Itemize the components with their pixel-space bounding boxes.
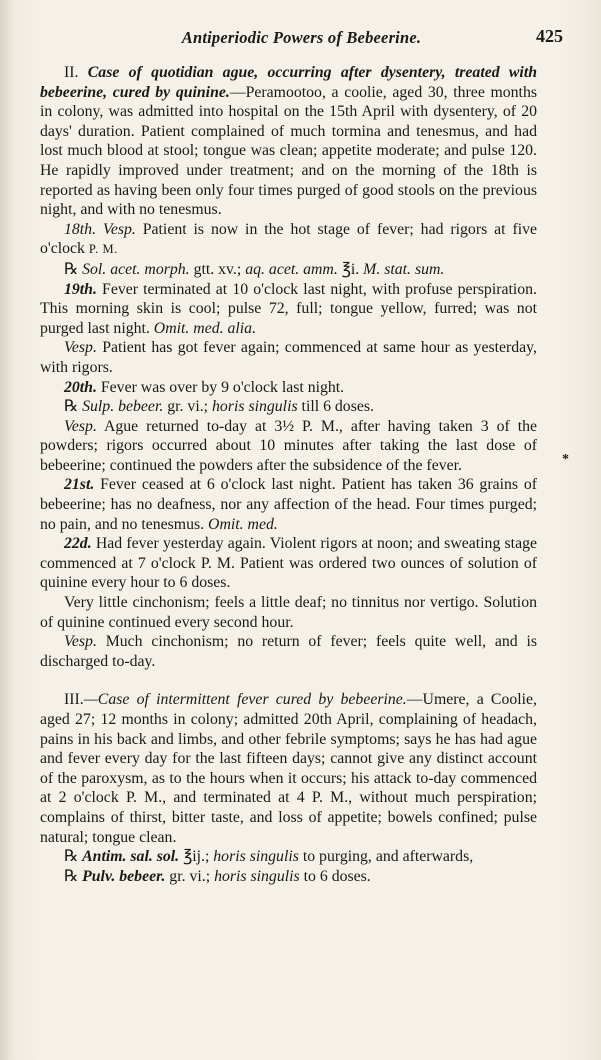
entry-20th-text: Fever was over by 9 o'clock last night.	[96, 378, 345, 396]
entry-19th-text: Fever terminated at 10 o'clock last night, with profuse perspiration. This morning skin is cool; pulse 72, full; tongue yellow, furred; was not purged last night.	[40, 280, 537, 337]
rx-dose: till 6 doses.	[297, 398, 374, 416]
entry-19th-evening	[40, 338, 537, 377]
rx-drug: Pulv. bebeer.	[82, 867, 166, 885]
entry-text: Ague returned to-day at 3½ P. M., after having taken 3 of the powders; rigors occurred about 10 minutes after taking the last dose of bebeerine; continued the powders after the subsidence of the fever.	[40, 417, 537, 474]
rx-instruction: horis singulis	[214, 867, 300, 885]
rx-instruction: horis singulis	[212, 398, 298, 416]
vesp-label: Vesp.	[64, 339, 97, 357]
entry-21st-omit: Omit. med.	[208, 515, 278, 533]
prescription-bebeerine	[40, 397, 537, 417]
section-gap	[40, 671, 537, 690]
rx-dose: to 6 doses.	[299, 867, 371, 885]
vesp-label: Vesp.	[64, 417, 97, 435]
rx-dose: ℥ij.;	[179, 848, 214, 866]
recipe-symbol: ℞	[64, 398, 79, 416]
case-2-number: II.	[64, 64, 79, 81]
entry-text: Much cinchonism; no return of fever; feels quite well, and is discharged to-day.	[40, 633, 537, 670]
rx-drug: Antim. sal. sol.	[82, 848, 180, 866]
entry-21st	[40, 475, 537, 534]
rx-dose: to purging, and afterwards,	[298, 848, 474, 866]
page-header	[40, 28, 563, 54]
rx-drug: Sulp. bebeer.	[82, 398, 164, 416]
entry-text: Very little cinchonism; feels a little deaf; no tinnitus nor vertigo. Solution of quinine continued every second hour.	[40, 594, 537, 631]
rx-drug: Sol. acet. morph.	[82, 260, 190, 278]
case-2-intro	[40, 63, 537, 220]
entry-21st-text: Fever ceased at 6 o'clock last night. Patient has taken 36 grains of bebeerine; has no deafness, nor any affection of the head. Four times purged; no pain, and no tenesmus.	[40, 476, 537, 533]
rx-dose: gr. vi.;	[163, 398, 213, 416]
prescription-bebeerine-powder	[40, 867, 537, 887]
case-3-number: III.	[64, 691, 84, 709]
recipe-symbol: ℞	[64, 867, 79, 885]
case-2-title: Case of quotidian ague, occurring after dysentery, treated with bebeerine, cured by quinine.	[40, 64, 537, 101]
recipe-symbol: ℞	[64, 260, 79, 278]
rx-dose: gtt. xv.;	[189, 260, 246, 278]
case-2-intro-text: —Peramootoo, a coolie, aged 30, three months in colony, was admitted into hospital on the 15th April with dysentery, of 20 days' duration. Patient complained of much tormina and tenesmus, and had lost much blood at stool; tongue was clean; appetite moderate; and pulse 120. He rapidly improved under treatment; and on the morning of the 18th is reported as having been only four times purged of good stools on the previous night, and with no tenesmus.	[40, 83, 537, 219]
entry-18th-text: Patient is now in the hot stage of fever; had rigors at five o'clock	[40, 220, 538, 258]
entry-22d-evening	[40, 632, 537, 671]
pm-abbrev: P. M.	[88, 242, 118, 257]
rx-dose: gr. vi.;	[165, 867, 215, 885]
entry-22d-text: Had fever yesterday again. Violent rigors at noon; and sweating stage commenced at 7 o'clock P. M. Patient was ordered two ounces of solution of quinine every hour to 6 doses.	[40, 535, 537, 592]
case-3-intro-text: —Umere, a Coolie, aged 27; 12 months in colony; admitted 20th April, complaining of headach, pains in his back and limbs, and other febrile symptoms; says he has had ague and fever every day for the last fifteen days; cannot give any distinct account of the paroxysm, as to the hours when it occurs; his attack to-day commenced at 2 o'clock P. M., and terminated at 4 P. M., without much perspiration; complains of thirst, bitter taste, and loss of appetite; bowels confined; pulse natural; tongue clean.	[40, 691, 537, 846]
entry-text: Patient has got fever again; commenced at same hour as yesterday, with rigors.	[40, 339, 537, 376]
running-title: Antiperiodic Powers of Bebeerine.	[181, 28, 422, 47]
entry-18th-date: 18th. Vesp.	[64, 220, 136, 238]
entry-22d-date: 22d.	[64, 535, 92, 553]
body-text	[40, 63, 537, 886]
entry-20th-date: 20th.	[64, 378, 97, 396]
entry-21st-date: 21st.	[64, 476, 95, 494]
prescription-morphia	[40, 260, 537, 280]
case-3-title: —Case of intermittent fever cured by bebeerine.	[83, 691, 407, 709]
entry-20th-evening	[40, 417, 537, 476]
page-number: 425	[536, 26, 563, 46]
entry-18th	[40, 220, 537, 260]
entry-22d-continued	[40, 593, 537, 632]
vesp-label: Vesp.	[64, 633, 97, 651]
rx-dose: ℥i.	[337, 260, 364, 278]
prescription-antimony	[40, 847, 537, 867]
entry-19th-omit: Omit. med. alia.	[153, 319, 257, 337]
case-3-intro	[40, 690, 537, 847]
rx-instruction: horis singulis	[213, 848, 299, 866]
entry-19th-date: 19th.	[64, 280, 97, 298]
entry-22d	[40, 534, 537, 593]
entry-20th	[40, 378, 537, 398]
rx-instruction: M. stat. sum.	[363, 260, 445, 278]
margin-mark: *	[562, 452, 569, 467]
recipe-symbol: ℞	[64, 848, 79, 866]
rx-drug: aq. acet. amm.	[245, 260, 338, 278]
entry-19th	[40, 280, 537, 339]
